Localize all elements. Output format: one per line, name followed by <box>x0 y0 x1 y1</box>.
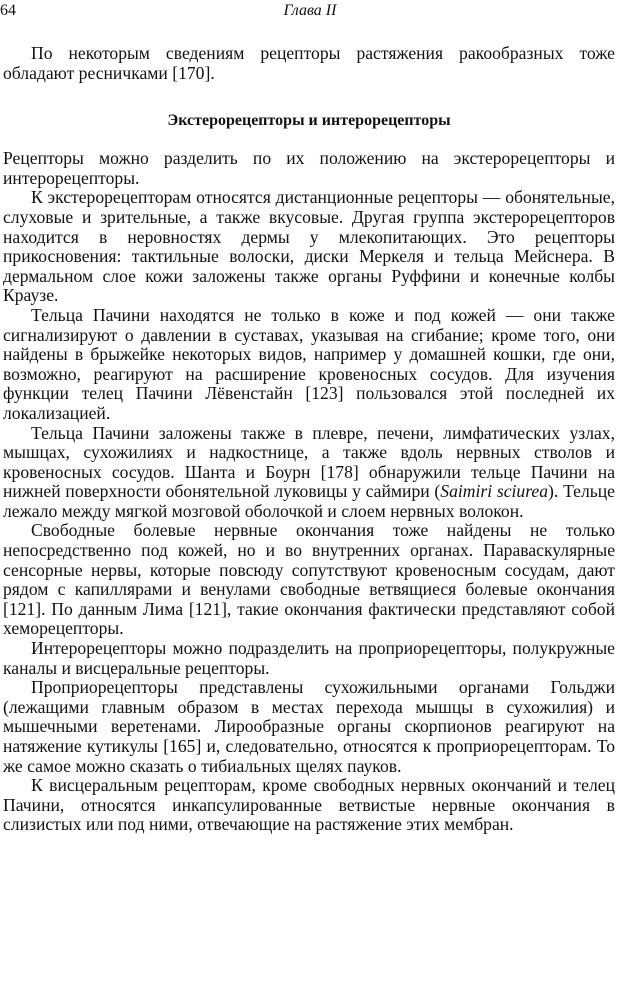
section-heading: Экстерорецепторы и интерорецепторы <box>167 112 451 130</box>
page-header <box>0 2 620 22</box>
running-head: Глава II <box>283 2 337 19</box>
intro-paragraph: По некоторым сведениям рецепторы растяжения ракообразных тоже обладают ресничками [170]. <box>3 43 615 83</box>
paragraph-text: Тельца Пачини заложены также в плевре, печени, лимфатических узлах, мышцах, сухожилиях и надкостнице, а также вдоль нервных стволов и кровеносных сосудов. Шанта и Боурн [178] обнаружили тельце Пачини на нижней поверхности обонятельной луковицы у саймири ( <box>3 422 615 502</box>
paragraph: Интерорецепторы можно подразделить на проприорецепторы, полукружные каналы и висцеральные рецепторы. <box>3 638 615 678</box>
paragraph: Проприорецепторы представлены сухожильными органами Гольджи (лежащими главным образом в местах перехода мышцы в сухожилия) и мышечными веретенами. Лирообразные органы скорпионов реагируют на натяжение кутикулы [165] и, следовательно, относятся к проприорецепторам. То же самое можно сказать о тибиальных щелях пауков. <box>3 677 615 776</box>
paragraph: Свободные болевые нервные окончания тоже найдены не только непосредственно под кожей, но и во внутренних органах. Параваскулярные сенсорные нервы, которые повсюду сопутствуют кровеносным сосудам, дают рядом с капиллярами и венулами свободные ветвящиеся болевые окончания [121]. По данным Лима [121], такие окончания фактически представляют собой хеморецепторы. <box>3 520 615 639</box>
paragraph-text: ). Тельце лежало между мягкой мозговой оболочкой и слоем нервных волокон. <box>3 481 615 521</box>
paragraph: Тельца Пачини находятся не только в коже и под кожей — они также сигнализируют о давлении в суставах, указывая на сгибание; кроме того, они найдены в брыжейке некоторых видов, например у домашней кошки, где они, возможно, реагируют на расширение кровеносных сосудов. Для изучения функции телец Пачини Лёвенстайн [123] пользовался этой последней их локализацией. <box>3 304 615 423</box>
paragraph: К висцеральным рецепторам, кроме свободных нервных окончаний и телец Пачини, относятся инкапсулированные ветвистые нервные окончания в слизистых или под ними, отвечающие на растяжение этих мембран. <box>3 775 615 835</box>
paragraph: К экстерорецепторам относятся дистанционные рецепторы — обонятельные, слуховые и зрительные, а также вкусовые. Другая группа экстерорецепторов находится в неровностях дермы у млекопитающих. Это рецепторы прикосновения: тактильные волоски, диски Меркеля и тельца Мейснера. В дермальном слое кожи заложены также органы Руффини и конечные колбы Краузе. <box>3 187 615 306</box>
species-name: Saimiri sciurea <box>440 481 549 502</box>
paragraph-shanta <box>3 424 615 522</box>
paragraph: Рецепторы можно разделить по их положению на экстерорецепторы и интерорецепторы. <box>3 148 615 188</box>
body-text <box>3 44 615 835</box>
page-number: 64 <box>0 2 16 19</box>
